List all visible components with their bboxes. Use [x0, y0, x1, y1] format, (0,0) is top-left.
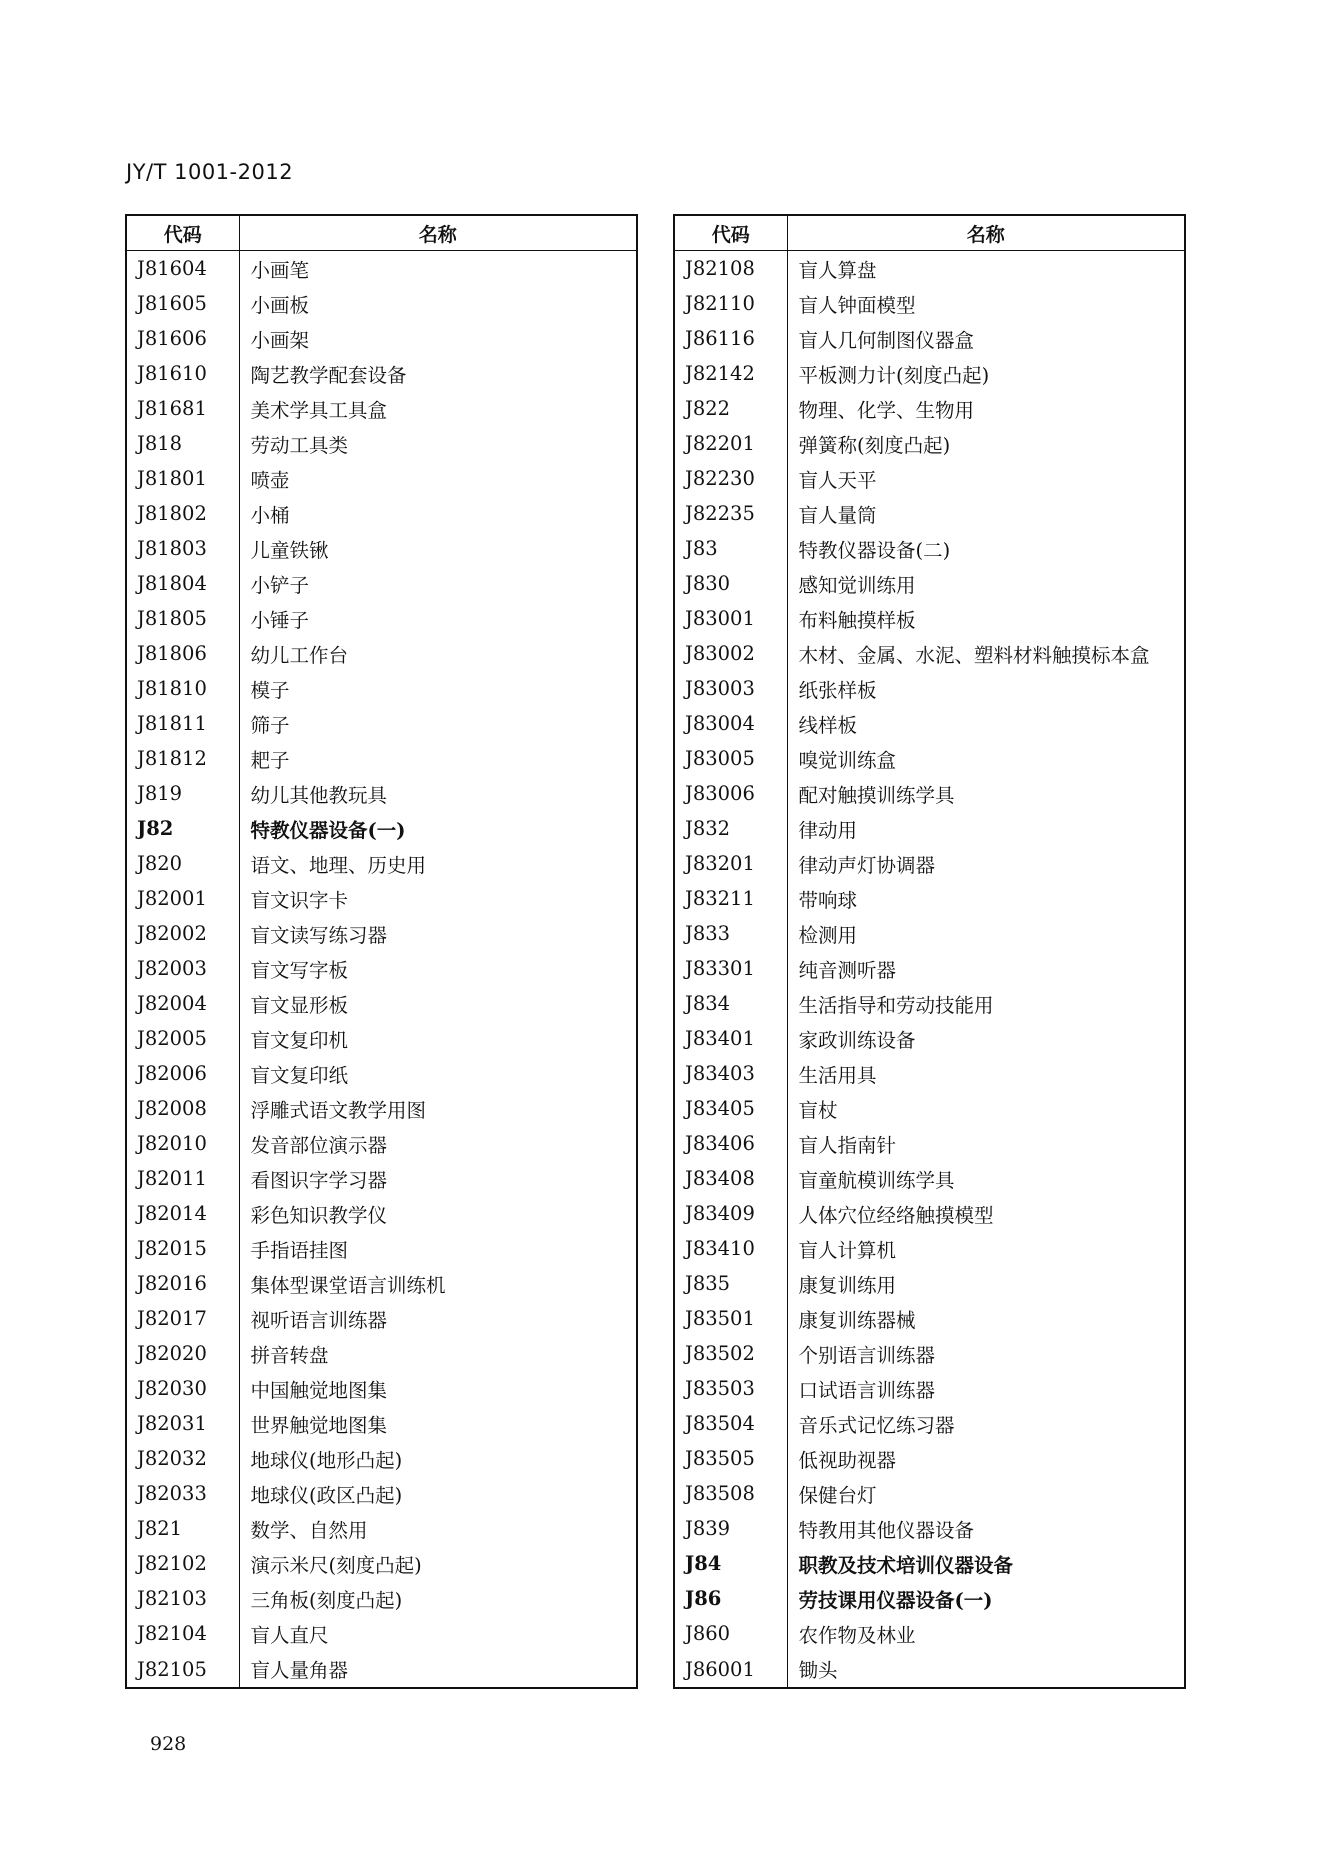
item-code: J81681: [126, 391, 239, 426]
item-code: J830: [674, 566, 787, 601]
item-name: 家政训练设备: [798, 1028, 916, 1052]
item-name: 儿童铁锹: [250, 538, 329, 562]
item-name: 线样板: [798, 713, 858, 737]
item-code: J83005: [674, 741, 787, 776]
table-row: [126, 1056, 637, 1091]
item-name: 律动用: [798, 818, 858, 842]
table-row: [126, 426, 637, 461]
item-code: J86116: [674, 321, 787, 356]
item-name: 个别语言训练器: [798, 1343, 936, 1367]
item-name: 语文、地理、历史用: [250, 853, 427, 877]
item-name: 筛子: [250, 713, 290, 737]
item-name: 弹簧称(刻度凸起): [798, 433, 951, 457]
table-row: [126, 1651, 637, 1688]
table-row: [674, 1266, 1185, 1301]
table-row: [126, 356, 637, 391]
table-row: [126, 531, 637, 566]
table-row: [674, 671, 1185, 706]
item-code: J81803: [126, 531, 239, 566]
item-name: 盲杖: [798, 1098, 838, 1122]
item-code: J82008: [126, 1091, 239, 1126]
table-row: [126, 321, 637, 356]
item-name: 盲文识字卡: [250, 888, 349, 912]
item-name: 纯音测听器: [798, 958, 897, 982]
item-name: 地球仪(政区凸起): [250, 1483, 403, 1507]
item-code: J82006: [126, 1056, 239, 1091]
item-name: 低视助视器: [798, 1448, 897, 1472]
item-name: 布料触摸样板: [798, 608, 916, 632]
item-code: J82002: [126, 916, 239, 951]
table-row: [674, 1616, 1185, 1651]
item-name: 农作物及林业: [798, 1623, 916, 1647]
item-code: J822: [674, 391, 787, 426]
item-code: J82110: [674, 286, 787, 321]
item-name: 耙子: [250, 748, 290, 772]
item-name: 喷壶: [250, 468, 290, 492]
table-row: [674, 846, 1185, 881]
table-row: [126, 1441, 637, 1476]
table-row: [126, 1336, 637, 1371]
table-row: [674, 706, 1185, 741]
item-code: J83004: [674, 706, 787, 741]
item-code: J83401: [674, 1021, 787, 1056]
item-name: 生活指导和劳动技能用: [798, 993, 994, 1017]
item-code: J83501: [674, 1301, 787, 1336]
item-name: 盲人几何制图仪器盒: [798, 328, 975, 352]
item-code: J82016: [126, 1266, 239, 1301]
table-row: [126, 811, 637, 846]
item-code: J81806: [126, 636, 239, 671]
item-code: J832: [674, 811, 787, 846]
code-table-left: [125, 214, 638, 1689]
standard-id: JY/T 1001-2012: [126, 160, 294, 184]
item-code: J83006: [674, 776, 787, 811]
item-name: 小锤子: [250, 608, 310, 632]
table-row: [126, 846, 637, 881]
item-code: J81801: [126, 461, 239, 496]
item-name: 保健台灯: [798, 1483, 877, 1507]
item-name: 演示米尺(刻度凸起): [250, 1553, 422, 1577]
item-code: J82142: [674, 356, 787, 391]
table-row: [126, 1511, 637, 1546]
item-code: J82230: [674, 461, 787, 496]
item-name: 特教仪器设备(二): [798, 538, 951, 562]
table-row: [126, 496, 637, 531]
item-code: J81605: [126, 286, 239, 321]
table-row: [674, 601, 1185, 636]
item-name: 康复训练用: [798, 1273, 897, 1297]
item-name: 盲文读写练习器: [250, 923, 388, 947]
table-row: [674, 251, 1185, 287]
item-code: J86: [674, 1581, 787, 1616]
item-name: 拼音转盘: [250, 1343, 329, 1367]
table-row: [674, 1231, 1185, 1266]
table-row: [674, 741, 1185, 776]
page-number: 928: [150, 1733, 187, 1755]
table-row: [674, 461, 1185, 496]
item-code: J82033: [126, 1476, 239, 1511]
item-code: J83001: [674, 601, 787, 636]
item-name: 纸张样板: [798, 678, 877, 702]
item-name: 数学、自然用: [250, 1518, 368, 1542]
item-code: J81805: [126, 601, 239, 636]
table-row: [674, 1371, 1185, 1406]
table-row: [674, 951, 1185, 986]
table-row: [674, 636, 1185, 671]
table-row: [126, 706, 637, 741]
item-code: J860: [674, 1616, 787, 1651]
item-name: 平板测力计(刻度凸起): [798, 363, 990, 387]
table-row: [126, 1371, 637, 1406]
item-name: 律动声灯协调器: [798, 853, 936, 877]
table-row: [126, 391, 637, 426]
item-code: J82235: [674, 496, 787, 531]
item-code: J83405: [674, 1091, 787, 1126]
table-row: [674, 1126, 1185, 1161]
item-name: 世界触觉地图集: [250, 1413, 388, 1437]
item-code: J818: [126, 426, 239, 461]
item-name: 浮雕式语文教学用图: [250, 1098, 427, 1122]
item-code: J82108: [674, 251, 787, 287]
table-row: [674, 986, 1185, 1021]
item-code: J82103: [126, 1581, 239, 1616]
table-row: [674, 426, 1185, 461]
table-row: [674, 1441, 1185, 1476]
table-header-row: [674, 215, 1185, 251]
table-row: [126, 1406, 637, 1441]
table-row: [126, 1266, 637, 1301]
item-name: 特教用其他仪器设备: [798, 1518, 975, 1542]
item-name: 盲人计算机: [798, 1238, 897, 1262]
table-row: [126, 986, 637, 1021]
table-row: [674, 1581, 1185, 1616]
table-row: [126, 776, 637, 811]
table-row: [126, 951, 637, 986]
item-code: J83504: [674, 1406, 787, 1441]
item-name: 检测用: [798, 923, 858, 947]
item-code: J82102: [126, 1546, 239, 1581]
item-code: J81802: [126, 496, 239, 531]
item-name: 盲人天平: [798, 468, 877, 492]
item-code: J81810: [126, 671, 239, 706]
table-row: [674, 1406, 1185, 1441]
item-code: J82001: [126, 881, 239, 916]
item-code: J83503: [674, 1371, 787, 1406]
item-code: J83408: [674, 1161, 787, 1196]
item-name: 小画板: [250, 293, 310, 317]
item-code: J834: [674, 986, 787, 1021]
item-name: 美术学具工具盒: [250, 398, 388, 422]
item-code: J83002: [674, 636, 787, 671]
table-row: [674, 776, 1185, 811]
item-code: J83410: [674, 1231, 787, 1266]
item-code: J82031: [126, 1406, 239, 1441]
table-row: [126, 671, 637, 706]
item-name: 盲人量筒: [798, 503, 877, 527]
table-row: [674, 391, 1185, 426]
item-name: 盲人算盘: [798, 258, 877, 282]
item-code: J83508: [674, 1476, 787, 1511]
item-name: 盲文写字板: [250, 958, 349, 982]
code-table-right: [673, 214, 1186, 1689]
item-name: 盲人直尺: [250, 1623, 329, 1647]
table-row: [126, 251, 637, 287]
item-name: 木材、金属、水泥、塑料材料触摸标本盒: [798, 643, 1150, 667]
item-code: J83211: [674, 881, 787, 916]
item-name: 模子: [250, 678, 290, 702]
table-row: [674, 1546, 1185, 1581]
table-row: [126, 1301, 637, 1336]
table-row: [674, 881, 1185, 916]
item-code: J84: [674, 1546, 787, 1581]
table-row: [126, 566, 637, 601]
table-row: [674, 1301, 1185, 1336]
item-name: 口试语言训练器: [798, 1378, 936, 1402]
item-name: 中国触觉地图集: [250, 1378, 388, 1402]
item-code: J83301: [674, 951, 787, 986]
table-row: [674, 1336, 1185, 1371]
table-row: [674, 286, 1185, 321]
item-code: J82014: [126, 1196, 239, 1231]
item-code: J839: [674, 1511, 787, 1546]
table-row: [674, 531, 1185, 566]
item-name: 看图识字学习器: [250, 1168, 388, 1192]
item-name: 配对触摸训练学具: [798, 783, 955, 807]
item-name: 劳动工具类: [250, 433, 349, 457]
table-row: [126, 1126, 637, 1161]
table-row: [674, 356, 1185, 391]
item-code: J83505: [674, 1441, 787, 1476]
item-name: 盲文复印机: [250, 1028, 349, 1052]
code-column-header: 代码: [126, 215, 239, 251]
table-row: [126, 1616, 637, 1651]
item-code: J82004: [126, 986, 239, 1021]
table-row: [126, 1196, 637, 1231]
item-name: 带响球: [798, 888, 858, 912]
item-code: J820: [126, 846, 239, 881]
item-name: 音乐式记忆练习器: [798, 1413, 955, 1437]
item-code: J83: [674, 531, 787, 566]
table-row: [674, 566, 1185, 601]
item-name: 小桶: [250, 503, 290, 527]
item-code: J83003: [674, 671, 787, 706]
item-name: 幼儿其他教玩具: [250, 783, 388, 807]
item-code: J833: [674, 916, 787, 951]
item-code: J82003: [126, 951, 239, 986]
table-row: [674, 1161, 1185, 1196]
item-name: 盲人指南针: [798, 1133, 897, 1157]
item-code: J86001: [674, 1651, 787, 1688]
table-row: [674, 1651, 1185, 1688]
item-code: J82105: [126, 1651, 239, 1688]
item-code: J82: [126, 811, 239, 846]
name-column-header: 名称: [787, 215, 1185, 251]
item-code: J82020: [126, 1336, 239, 1371]
item-name: 集体型课堂语言训练机: [250, 1273, 446, 1297]
code-column-header: 代码: [674, 215, 787, 251]
item-name: 职教及技术培训仪器设备: [798, 1553, 1014, 1577]
item-code: J81804: [126, 566, 239, 601]
name-column-header: 名称: [239, 215, 637, 251]
table-row: [674, 1091, 1185, 1126]
item-name: 锄头: [798, 1659, 838, 1682]
item-name: 视听语言训练器: [250, 1308, 388, 1332]
table-row: [126, 916, 637, 951]
item-code: J82010: [126, 1126, 239, 1161]
item-name: 小铲子: [250, 573, 310, 597]
table-row: [674, 1021, 1185, 1056]
item-name: 生活用具: [798, 1063, 877, 1087]
item-name: 康复训练器械: [798, 1308, 916, 1332]
item-name: 地球仪(地形凸起): [250, 1448, 403, 1472]
item-code: J82104: [126, 1616, 239, 1651]
item-code: J82201: [674, 426, 787, 461]
item-code: J821: [126, 1511, 239, 1546]
table-row: [126, 1231, 637, 1266]
table-row: [126, 1476, 637, 1511]
item-name: 劳技课用仪器设备(一): [798, 1588, 993, 1612]
table-row: [126, 1091, 637, 1126]
table-row: [674, 321, 1185, 356]
table-row: [674, 811, 1185, 846]
item-code: J819: [126, 776, 239, 811]
item-code: J82030: [126, 1371, 239, 1406]
item-name: 小画架: [250, 328, 310, 352]
item-name: 陶艺教学配套设备: [250, 363, 407, 387]
item-name: 盲童航模训练学具: [798, 1168, 955, 1192]
table-row: [674, 1056, 1185, 1091]
item-name: 幼儿工作台: [250, 643, 349, 667]
item-name: 人体穴位经络触摸模型: [798, 1203, 994, 1227]
table-row: [126, 461, 637, 496]
item-code: J82017: [126, 1301, 239, 1336]
item-code: J835: [674, 1266, 787, 1301]
table-header-row: [126, 215, 637, 251]
item-code: J83409: [674, 1196, 787, 1231]
table-row: [674, 1196, 1185, 1231]
table-row: [126, 1021, 637, 1056]
item-name: 盲文显形板: [250, 993, 349, 1017]
table-row: [126, 1581, 637, 1616]
table-row: [126, 286, 637, 321]
item-name: 盲人量角器: [250, 1659, 349, 1682]
item-code: J83201: [674, 846, 787, 881]
item-code: J81610: [126, 356, 239, 391]
item-name: 手指语挂图: [250, 1238, 349, 1262]
table-row: [126, 741, 637, 776]
item-code: J82005: [126, 1021, 239, 1056]
item-name: 特教仪器设备(一): [250, 818, 406, 842]
item-name: 三角板(刻度凸起): [250, 1588, 403, 1612]
item-name: 物理、化学、生物用: [798, 398, 975, 422]
item-code: J81811: [126, 706, 239, 741]
item-code: J81606: [126, 321, 239, 356]
item-code: J82032: [126, 1441, 239, 1476]
item-code: J83406: [674, 1126, 787, 1161]
table-row: [126, 1161, 637, 1196]
table-body-right: [674, 251, 1185, 1689]
item-name: 彩色知识教学仪: [250, 1203, 388, 1227]
table-row: [674, 496, 1185, 531]
table-row: [126, 881, 637, 916]
item-name: 小画笔: [250, 258, 310, 282]
table-body-left: [126, 251, 637, 1689]
table-row: [674, 1511, 1185, 1546]
item-code: J83403: [674, 1056, 787, 1091]
table-row: [126, 601, 637, 636]
table-row: [674, 1476, 1185, 1511]
table-row: [674, 916, 1185, 951]
item-name: 嗅觉训练盒: [798, 748, 897, 772]
item-name: 盲文复印纸: [250, 1063, 349, 1087]
item-name: 感知觉训练用: [798, 573, 916, 597]
item-code: J82011: [126, 1161, 239, 1196]
item-code: J82015: [126, 1231, 239, 1266]
item-code: J81604: [126, 251, 239, 287]
item-name: 盲人钟面模型: [798, 293, 916, 317]
item-code: J83502: [674, 1336, 787, 1371]
table-row: [126, 1546, 637, 1581]
item-code: J81812: [126, 741, 239, 776]
item-name: 发音部位演示器: [250, 1133, 388, 1157]
table-row: [126, 636, 637, 671]
